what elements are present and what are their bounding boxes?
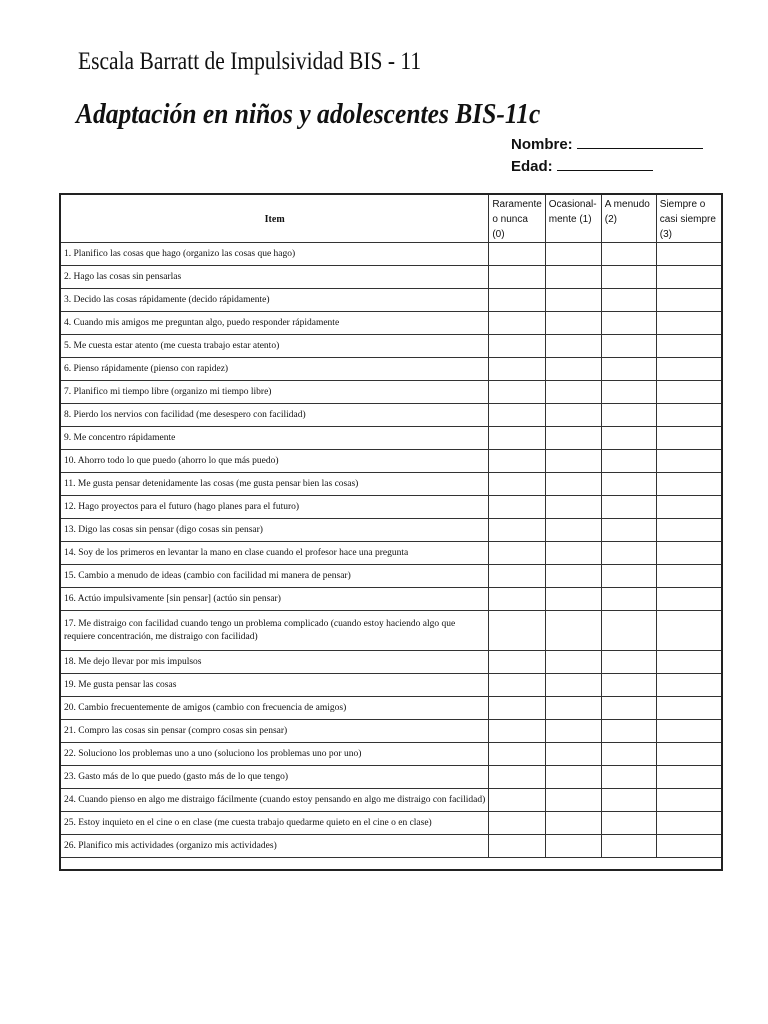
response-cell-rarely[interactable] (489, 496, 545, 519)
table-row (60, 312, 722, 335)
response-cell-rarely[interactable] (489, 565, 545, 588)
response-cell-rarely[interactable] (489, 473, 545, 496)
response-cell-occasionally[interactable] (545, 243, 601, 266)
response-cell-always[interactable] (656, 789, 722, 812)
response-cell-always[interactable] (656, 611, 722, 651)
response-cell-always[interactable] (656, 450, 722, 473)
response-cell-often[interactable] (601, 243, 656, 266)
item-text: 17. Me distraigo con facilidad cuando tengo un problema complicado (cuando estoy haciendo algo que requiere concentración, me distraigo con facilidad) (60, 611, 489, 651)
response-cell-occasionally[interactable] (545, 381, 601, 404)
response-cell-always[interactable] (656, 266, 722, 289)
item-text: 7. Planifico mi tiempo libre (organizo mi tiempo libre) (60, 381, 489, 404)
table-row (60, 565, 722, 588)
response-cell-often[interactable] (601, 720, 656, 743)
response-cell-occasionally[interactable] (545, 266, 601, 289)
response-cell-often[interactable] (601, 542, 656, 565)
table-row (60, 542, 722, 565)
response-cell-often[interactable] (601, 450, 656, 473)
response-cell-rarely[interactable] (489, 743, 545, 766)
table-row (60, 427, 722, 450)
table-row (60, 611, 722, 651)
response-cell-often[interactable] (601, 651, 656, 674)
response-cell-rarely[interactable] (489, 812, 545, 835)
table-row (60, 720, 722, 743)
response-cell-occasionally[interactable] (545, 496, 601, 519)
response-cell-always[interactable] (656, 243, 722, 266)
response-cell-always[interactable] (656, 381, 722, 404)
item-text: 3. Decido las cosas rápidamente (decido rápidamente) (60, 289, 489, 312)
response-cell-often[interactable] (601, 358, 656, 381)
adaptation-subtitle: Adaptación en niños y adolescentes BIS-11c (76, 98, 541, 130)
table-bottom-spacer (60, 858, 722, 870)
item-text: 12. Hago proyectos para el futuro (hago planes para el futuro) (60, 496, 489, 519)
table-row (60, 674, 722, 697)
response-cell-always[interactable] (656, 766, 722, 789)
table-row (60, 381, 722, 404)
item-text: 25. Estoy inquieto en el cine o en clase (me cuesta trabajo quedarme quieto en el cine o en clase) (60, 812, 489, 835)
response-cell-occasionally[interactable] (545, 289, 601, 312)
response-cell-always[interactable] (656, 519, 722, 542)
age-blank-line[interactable] (557, 158, 653, 171)
response-cell-always[interactable] (656, 812, 722, 835)
table-row (60, 519, 722, 542)
response-cell-always[interactable] (656, 496, 722, 519)
response-cell-rarely[interactable] (489, 519, 545, 542)
table-row (60, 335, 722, 358)
response-cell-occasionally[interactable] (545, 697, 601, 720)
table-row (60, 588, 722, 611)
table-row (60, 789, 722, 812)
item-text: 15. Cambio a menudo de ideas (cambio con facilidad mi manera de pensar) (60, 565, 489, 588)
table-bottom-spacer-cell (60, 858, 722, 870)
response-cell-occasionally[interactable] (545, 542, 601, 565)
scale-title: Escala Barratt de Impulsividad BIS - 11 (78, 48, 422, 75)
response-cell-rarely[interactable] (489, 720, 545, 743)
age-field[interactable] (511, 158, 653, 175)
response-cell-often[interactable] (601, 565, 656, 588)
table-row (60, 812, 722, 835)
response-cell-often[interactable] (601, 588, 656, 611)
response-cell-always[interactable] (656, 720, 722, 743)
table-row (60, 266, 722, 289)
response-cell-occasionally[interactable] (545, 743, 601, 766)
response-cell-occasionally[interactable] (545, 450, 601, 473)
table-row (60, 289, 722, 312)
response-cell-rarely[interactable] (489, 651, 545, 674)
response-cell-rarely[interactable] (489, 450, 545, 473)
item-text: 9. Me concentro rápidamente (60, 427, 489, 450)
response-cell-often[interactable] (601, 674, 656, 697)
item-text: 24. Cuando pienso en algo me distraigo fácilmente (cuando estoy pensando en algo me distraigo con facilidad) (60, 789, 489, 812)
response-cell-occasionally[interactable] (545, 473, 601, 496)
response-cell-occasionally[interactable] (545, 588, 601, 611)
item-text: 19. Me gusta pensar las cosas (60, 674, 489, 697)
response-cell-rarely[interactable] (489, 381, 545, 404)
response-cell-rarely[interactable] (489, 404, 545, 427)
response-cell-rarely[interactable] (489, 312, 545, 335)
table-row (60, 835, 722, 858)
name-label: Nombre: (511, 136, 573, 153)
response-cell-often[interactable] (601, 266, 656, 289)
response-cell-often[interactable] (601, 404, 656, 427)
response-cell-often[interactable] (601, 766, 656, 789)
response-cell-often[interactable] (601, 312, 656, 335)
response-cell-occasionally[interactable] (545, 674, 601, 697)
response-cell-always[interactable] (656, 473, 722, 496)
response-cell-often[interactable] (601, 473, 656, 496)
response-cell-rarely[interactable] (489, 835, 545, 858)
response-cell-always[interactable] (656, 289, 722, 312)
age-label: Edad: (511, 158, 553, 175)
response-cell-often[interactable] (601, 697, 656, 720)
response-cell-rarely[interactable] (489, 335, 545, 358)
response-cell-always[interactable] (656, 588, 722, 611)
response-cell-always[interactable] (656, 743, 722, 766)
response-cell-occasionally[interactable] (545, 812, 601, 835)
item-text: 22. Soluciono los problemas uno a uno (soluciono los problemas uno por uno) (60, 743, 489, 766)
table-row (60, 473, 722, 496)
item-text: 16. Actúo impulsivamente [sin pensar] (actúo sin pensar) (60, 588, 489, 611)
response-cell-always[interactable] (656, 404, 722, 427)
response-cell-often[interactable] (601, 335, 656, 358)
response-cell-always[interactable] (656, 427, 722, 450)
response-cell-always[interactable] (656, 335, 722, 358)
table-row (60, 766, 722, 789)
item-text: 6. Pienso rápidamente (pienso con rapidez) (60, 358, 489, 381)
column-header-occasionally: Ocasional-mente (1) (545, 194, 601, 243)
response-cell-always[interactable] (656, 358, 722, 381)
response-cell-occasionally[interactable] (545, 835, 601, 858)
table-row (60, 743, 722, 766)
response-cell-occasionally[interactable] (545, 519, 601, 542)
response-cell-rarely[interactable] (489, 266, 545, 289)
column-header-rarely: Raramente o nunca (0) (489, 194, 545, 243)
item-text: 20. Cambio frecuentemente de amigos (cambio con frecuencia de amigos) (60, 697, 489, 720)
response-cell-rarely[interactable] (489, 611, 545, 651)
response-cell-occasionally[interactable] (545, 427, 601, 450)
response-cell-often[interactable] (601, 496, 656, 519)
response-cell-often[interactable] (601, 427, 656, 450)
response-cell-occasionally[interactable] (545, 404, 601, 427)
table-row (60, 404, 722, 427)
response-cell-occasionally[interactable] (545, 766, 601, 789)
response-cell-occasionally[interactable] (545, 789, 601, 812)
name-field[interactable] (511, 136, 703, 153)
column-header-often: A menudo (2) (601, 194, 656, 243)
response-cell-rarely[interactable] (489, 789, 545, 812)
response-cell-rarely[interactable] (489, 766, 545, 789)
response-cell-occasionally[interactable] (545, 651, 601, 674)
item-text: 21. Compro las cosas sin pensar (compro cosas sin pensar) (60, 720, 489, 743)
response-cell-often[interactable] (601, 611, 656, 651)
item-text: 23. Gasto más de lo que puedo (gasto más de lo que tengo) (60, 766, 489, 789)
response-cell-often[interactable] (601, 743, 656, 766)
table-row (60, 243, 722, 266)
response-cell-always[interactable] (656, 697, 722, 720)
item-column-header: Item (60, 194, 489, 243)
response-cell-often[interactable] (601, 519, 656, 542)
response-cell-often[interactable] (601, 835, 656, 858)
item-text: 8. Pierdo los nervios con facilidad (me desespero con facilidad) (60, 404, 489, 427)
response-cell-occasionally[interactable] (545, 565, 601, 588)
column-header-always: Siempre o casi siempre (3) (656, 194, 722, 243)
item-text: 4. Cuando mis amigos me preguntan algo, puedo responder rápidamente (60, 312, 489, 335)
response-cell-occasionally[interactable] (545, 611, 601, 651)
item-text: 13. Digo las cosas sin pensar (digo cosas sin pensar) (60, 519, 489, 542)
response-cell-rarely[interactable] (489, 697, 545, 720)
table-row (60, 450, 722, 473)
item-text: 2. Hago las cosas sin pensarlas (60, 266, 489, 289)
response-cell-occasionally[interactable] (545, 720, 601, 743)
response-cell-always[interactable] (656, 651, 722, 674)
item-text: 5. Me cuesta estar atento (me cuesta trabajo estar atento) (60, 335, 489, 358)
item-text: 26. Planifico mis actividades (organizo mis actividades) (60, 835, 489, 858)
item-text: 14. Soy de los primeros en levantar la mano en clase cuando el profesor hace una pregunta (60, 542, 489, 565)
response-cell-rarely[interactable] (489, 243, 545, 266)
item-text: 18. Me dejo llevar por mis impulsos (60, 651, 489, 674)
item-text: 11. Me gusta pensar detenidamente las cosas (me gusta pensar bien las cosas) (60, 473, 489, 496)
response-cell-always[interactable] (656, 312, 722, 335)
response-cell-rarely[interactable] (489, 358, 545, 381)
table-row (60, 697, 722, 720)
response-cell-always[interactable] (656, 835, 722, 858)
item-text: 1. Planifico las cosas que hago (organizo las cosas que hago) (60, 243, 489, 266)
header-row (60, 194, 722, 243)
response-cell-often[interactable] (601, 289, 656, 312)
response-cell-rarely[interactable] (489, 289, 545, 312)
table-row (60, 496, 722, 519)
response-cell-rarely[interactable] (489, 427, 545, 450)
response-cell-rarely[interactable] (489, 542, 545, 565)
table-row (60, 358, 722, 381)
response-cell-often[interactable] (601, 789, 656, 812)
questionnaire-table (59, 193, 723, 871)
response-cell-rarely[interactable] (489, 588, 545, 611)
response-cell-always[interactable] (656, 674, 722, 697)
item-text: 10. Ahorro todo lo que puedo (ahorro lo que más puedo) (60, 450, 489, 473)
response-cell-occasionally[interactable] (545, 312, 601, 335)
response-cell-occasionally[interactable] (545, 358, 601, 381)
response-cell-often[interactable] (601, 381, 656, 404)
response-cell-always[interactable] (656, 542, 722, 565)
response-cell-often[interactable] (601, 812, 656, 835)
response-cell-rarely[interactable] (489, 674, 545, 697)
table-row (60, 651, 722, 674)
name-blank-line[interactable] (577, 136, 703, 149)
response-cell-always[interactable] (656, 565, 722, 588)
response-cell-occasionally[interactable] (545, 335, 601, 358)
